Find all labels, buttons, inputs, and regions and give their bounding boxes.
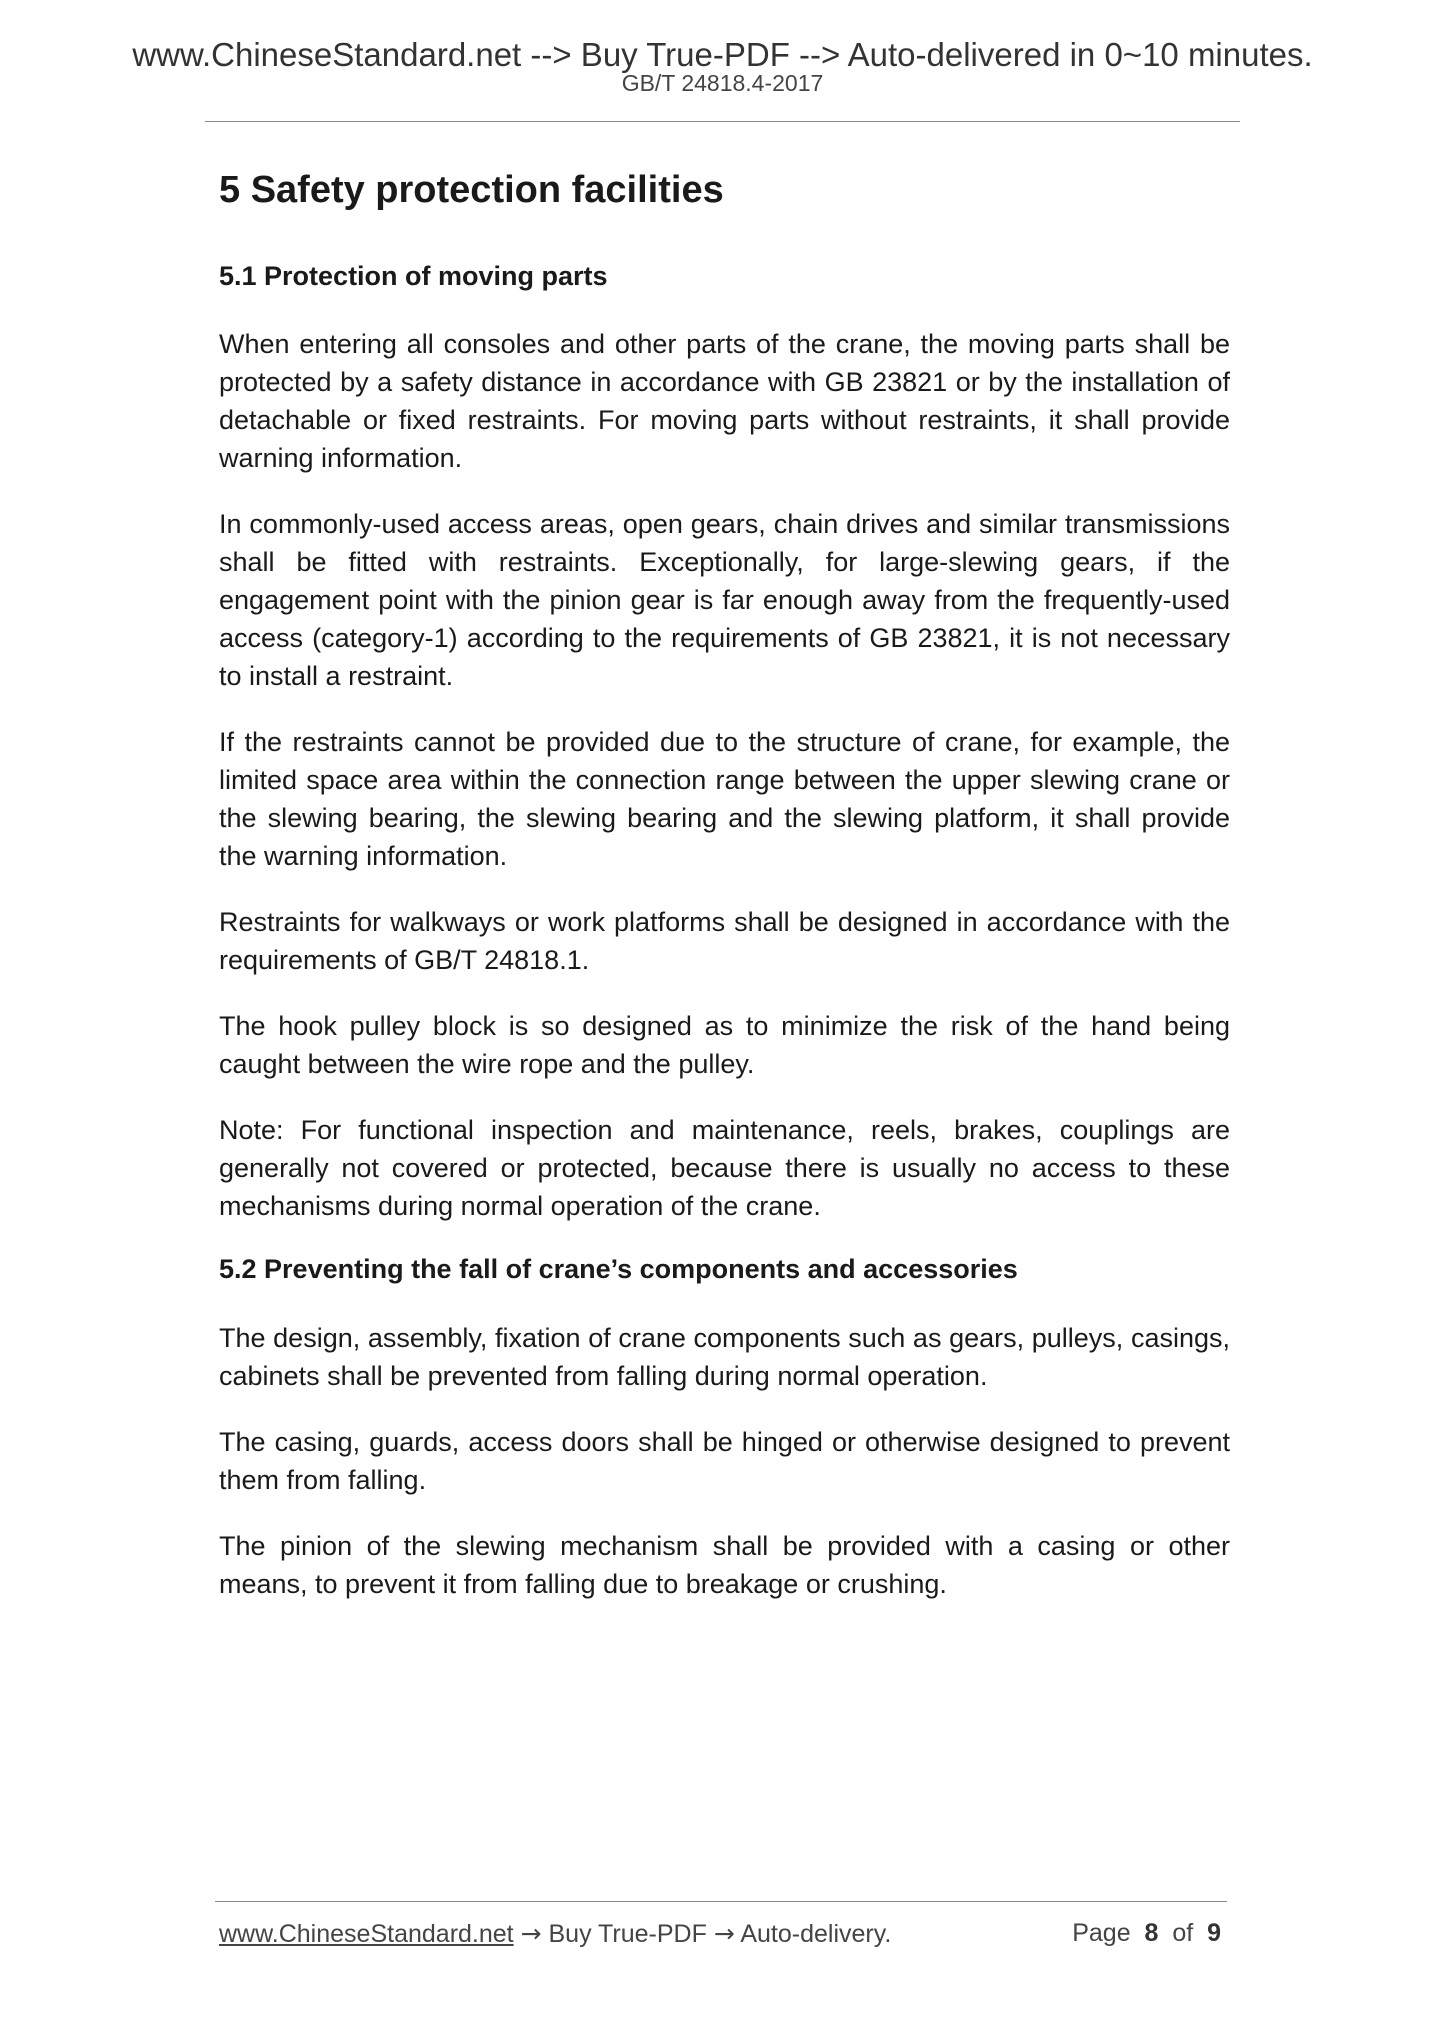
- footer-delivery-text: Auto-delivery.: [740, 1920, 892, 1948]
- document-code: GB/T 24818.4-2017: [621, 70, 824, 96]
- subsection-title-5-2: 5.2 Preventing the fall of crane’s components and accessories: [219, 1254, 1018, 1285]
- arrow-right-icon: →: [520, 1919, 542, 1948]
- top-banner[interactable]: www.ChineseStandard.net --> Buy True-PDF --> Auto-delivered in 0~10 minutes.: [132, 36, 1313, 73]
- paragraph: The casing, guards, access doors shall be hinged or otherwise designed to prevent them from falling.: [219, 1427, 1230, 1496]
- page-footer: [219, 1921, 1227, 1947]
- paragraph: The design, assembly, fixation of crane components such as gears, pulleys, casings, cabinets shall be prevented from falling during normal operation.: [219, 1323, 1230, 1392]
- paragraph: The hook pulley block is so designed as to minimize the risk of the hand being caught between the wire rope and the pulley.: [219, 1011, 1230, 1080]
- note-paragraph: Note: For functional inspection and maintenance, reels, brakes, couplings are generally not covered or protected, because there is usually no access to these mechanisms during normal operation of the crane.: [219, 1115, 1230, 1222]
- page-of: of: [1172, 1919, 1194, 1947]
- paragraph: If the restraints cannot be provided due to the structure of crane, for example, the limited space area within the connection range between the upper slewing crane or the slewing bearing, the slewing bearing and the slewing platform, it shall provide the warning information.: [219, 727, 1230, 872]
- footer-divider: [215, 1901, 1227, 1902]
- paragraph: Restraints for walkways or work platforms shall be designed in accordance with the requirements of GB/T 24818.1.: [219, 907, 1230, 976]
- paragraph: The pinion of the slewing mechanism shall be provided with a casing or other means, to prevent it from falling due to breakage or crushing.: [219, 1531, 1230, 1600]
- header-divider: [205, 121, 1240, 122]
- footer-site-link[interactable]: www.ChineseStandard.net: [219, 1920, 514, 1948]
- section-title: 5 Safety protection facilities: [219, 169, 724, 211]
- paragraph: In commonly-used access areas, open gears, chain drives and similar transmissions shall be fitted with restraints. Exceptionally, for large-slewing gears, if the engagement point with the pinion gear is far enough away from the frequently-used access (category-1) according to the requirements of GB 23821, it is not necessary to install a restraint.: [219, 509, 1230, 692]
- page-number: [1072, 1921, 1221, 1946]
- arrow-right-icon: →: [713, 1919, 735, 1948]
- subsection-title-5-1: 5.1 Protection of moving parts: [219, 260, 608, 291]
- footer-buy-text: Buy True-PDF: [548, 1920, 707, 1948]
- page-label: Page: [1072, 1919, 1131, 1947]
- paragraph: When entering all consoles and other parts of the crane, the moving parts shall be protected by a safety distance in accordance with GB 23821 or by the installation of detachable or fixed restraints. For moving parts without restraints, it shall provide warning information.: [219, 329, 1230, 474]
- page-content: [219, 168, 1230, 1631]
- page-current: 8: [1144, 1919, 1159, 1947]
- page-total: 9: [1207, 1919, 1221, 1947]
